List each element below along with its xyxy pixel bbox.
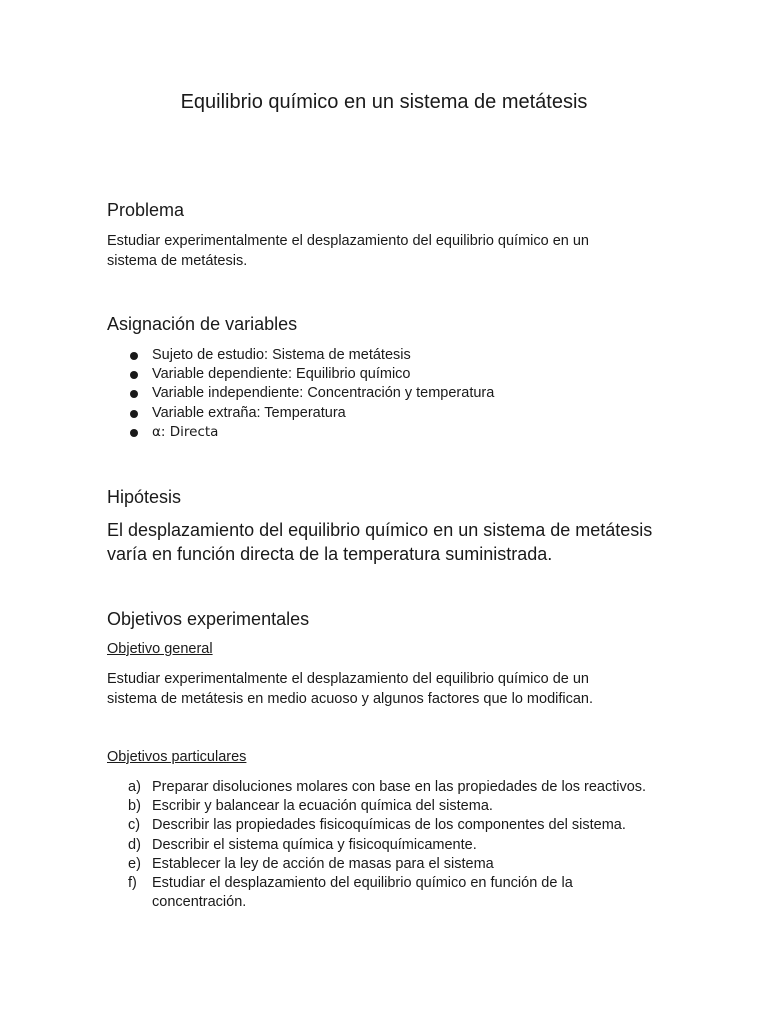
list-item <box>107 423 494 442</box>
list-item-text: Preparar disoluciones molares con base en las propiedades de los reactivos. <box>152 779 647 795</box>
list-item <box>107 816 667 835</box>
objetivos-particulares-list <box>107 778 667 912</box>
objetivo-general-text <box>107 669 667 709</box>
list-marker: f) <box>128 875 137 892</box>
variables-heading: Asignación de variables <box>107 314 298 334</box>
list-item <box>107 797 667 816</box>
objetivo-general-heading: Objetivo general <box>107 641 213 657</box>
list-item-text: Variable independiente: Concentración y temperatura <box>152 385 495 402</box>
list-item-text: α: Directa <box>152 423 219 440</box>
bullet-icon <box>130 390 138 398</box>
bullet-icon <box>130 352 138 360</box>
problema-heading: Problema <box>107 200 185 220</box>
problema-text <box>107 231 667 271</box>
bullet-icon <box>130 371 138 379</box>
objetivos-heading: Objetivos experimentales <box>107 609 310 629</box>
list-marker: c) <box>128 817 141 834</box>
list-item-text: Estudiar el desplazamiento del equilibrio químico en función de la concentración. <box>152 875 573 911</box>
list-marker: d) <box>128 836 141 853</box>
hipotesis-text <box>107 518 707 566</box>
list-item-text: Establecer la ley de acción de masas para el sistema <box>152 855 494 872</box>
list-marker: b) <box>128 798 141 815</box>
objetivos-particulares-heading: Objetivos particulares <box>107 749 247 765</box>
list-marker: e) <box>128 855 141 872</box>
problema-text-line-2: sistema de metátesis. <box>107 253 248 269</box>
list-item-text: Describir las propiedades fisicoquímicas de los componentes del sistema. <box>152 817 626 834</box>
list-item-text: Describir el sistema química y fisicoquímicamente. <box>152 836 477 853</box>
list-item <box>107 836 667 855</box>
hipotesis-heading: Hipótesis <box>107 487 182 507</box>
objetivo-general-line-1: Estudiar experimentalmente el desplazamiento del equilibrio químico de un <box>107 671 589 687</box>
list-item <box>107 855 667 874</box>
objetivo-general-line-2: sistema de metátesis en medio acuoso y algunos factores que lo modifican. <box>107 691 594 707</box>
list-item <box>107 384 494 403</box>
list-item <box>107 346 494 365</box>
bullet-icon <box>130 410 138 418</box>
list-item-text: Variable extraña: Temperatura <box>152 404 346 421</box>
list-item <box>107 778 667 797</box>
list-item-text: Sujeto de estudio: Sistema de metátesis <box>152 347 411 363</box>
list-item <box>107 874 667 912</box>
list-marker: a) <box>128 779 141 795</box>
variables-list <box>107 346 494 442</box>
list-item <box>107 404 494 423</box>
hipotesis-text-line-1: El desplazamiento del equilibrio químico en un sistema de metátesis <box>107 520 653 540</box>
list-item <box>107 365 494 384</box>
document-title: Equilibrio químico en un sistema de metátesis <box>180 91 588 113</box>
list-item-text: Variable dependiente: Equilibrio químico <box>152 366 411 383</box>
hipotesis-text-line-2: varía en función directa de la temperatura suministrada. <box>107 544 553 564</box>
bullet-icon <box>130 429 138 437</box>
list-item-text: Escribir y balancear la ecuación química del sistema. <box>152 798 493 815</box>
problema-text-line-1: Estudiar experimentalmente el desplazamiento del equilibrio químico en un <box>107 233 589 249</box>
